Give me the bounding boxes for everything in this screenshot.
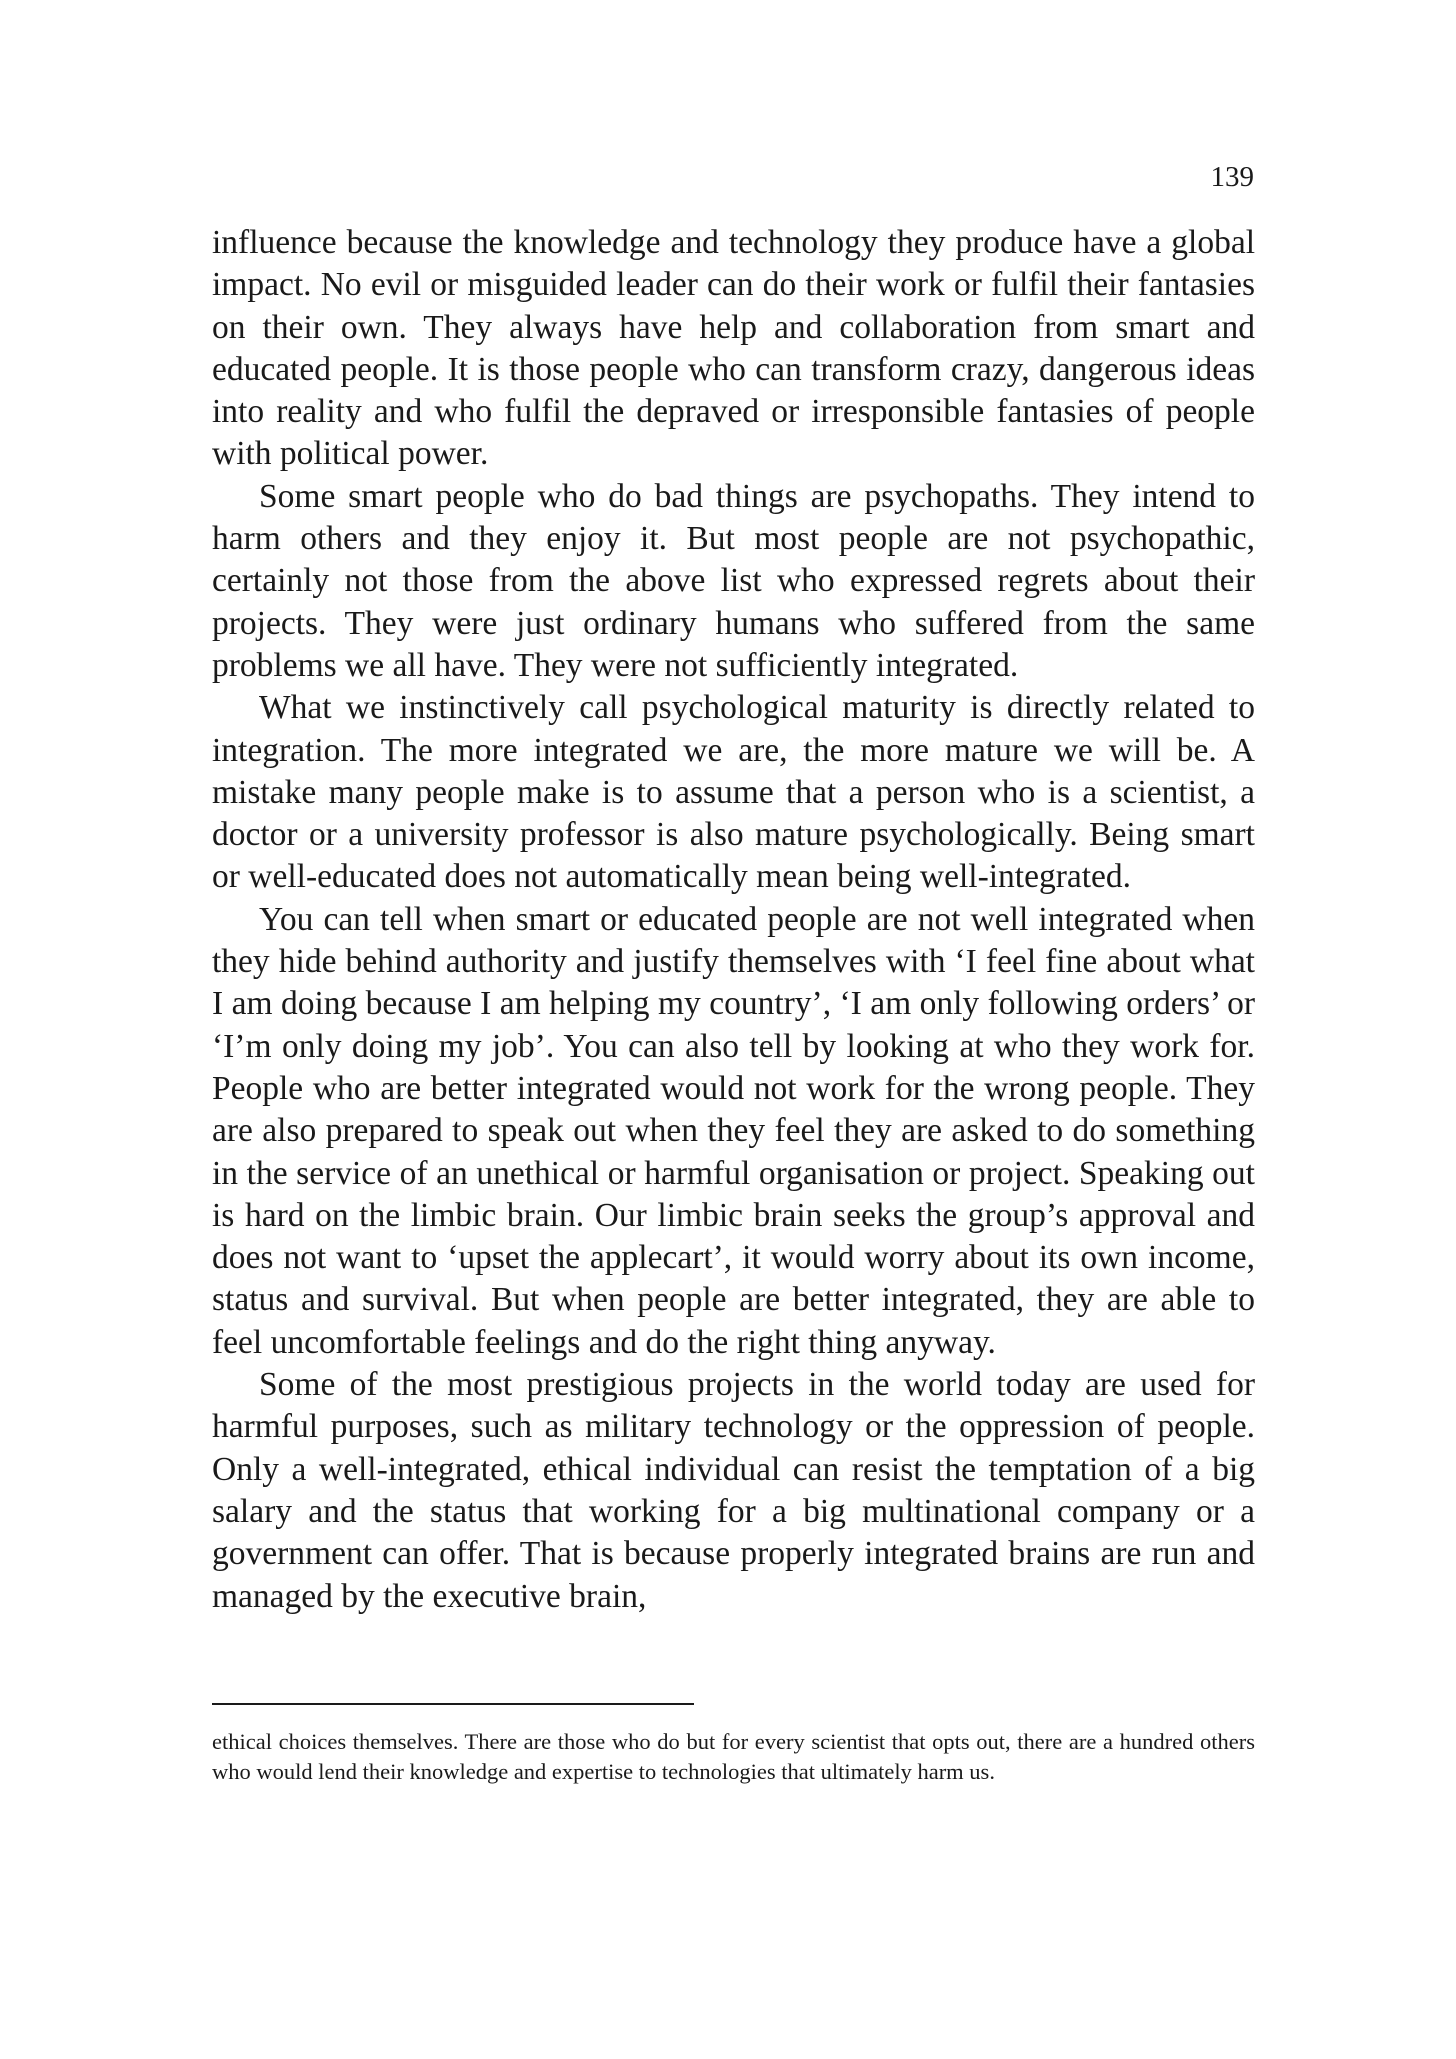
paragraph-psychopaths: Some smart people who do bad things are psychopaths. They intend to harm others and they enjoy it. But most people are not psychopathic, certainly not those from the above list who expressed regrets about their projects. They were just ordinary humans who suffered from the same problems we all have. They were not sufficiently integrated.	[212, 477, 1255, 684]
footnote: ethical choices themselves. There are those who do but for every scientist that opts out, there are a hundred others who would lend their knowledge and expertise to technologies that ultimately harm us.	[212, 1729, 1255, 1784]
footnote-divider	[212, 1703, 694, 1705]
paragraph-prestigious-projects: Some of the most prestigious projects in the world today are used for harmful purposes, such as military technology or the oppression of people. Only a well-integrated, ethical individual can resist the temptation of a big salary and the status that working for a big multinational company or a government can offer. That is because properly integrated brains are run and managed by the executive brain,	[212, 1366, 1255, 1615]
paragraph-authority: You can tell when smart or educated people are not well integrated when they hide behind authority and justify themselves with ‘I feel fine about what I am doing because I am helping my country’, ‘I am only following orders’ or ‘I’m only doing my job’. You can also tell by looking at who they work for. People who are better integrated would not work for the wrong people. They are also prepared to speak out when they feel they are asked to do something in the service of an unethical or harmful organisation or project. Speaking out is hard on the limbic brain. Our limbic brain seeks the group’s approval and does not want to ‘upset the applecart’, it would worry about its own income, status and survival. But when people are better integrated, they are able to feel uncomfortable feelings and do the right thing anyway.	[212, 900, 1255, 1361]
paragraph-maturity: What we instinctively call psychological maturity is directly related to integration. The more integrated we are, the more mature we will be. A mistake many people make is to assume that a person who is a scientist, a doctor or a university professor is also mature psychologically. Being smart or well-educated does not automatically mean being well-integrated.	[212, 689, 1255, 896]
paragraph-continued: influence because the knowledge and technology they produce have a global impact. No evil or misguided leader can do their work or fulfil their fantasies on their own. They always have help and collaboration from smart and educated people. It is those people who can transform crazy, dangerous ideas into reality and who fulfil the depraved or irresponsible fantasies of people with political power.	[212, 224, 1255, 473]
body-text	[212, 222, 1255, 1618]
page-number: 139	[1210, 161, 1254, 193]
